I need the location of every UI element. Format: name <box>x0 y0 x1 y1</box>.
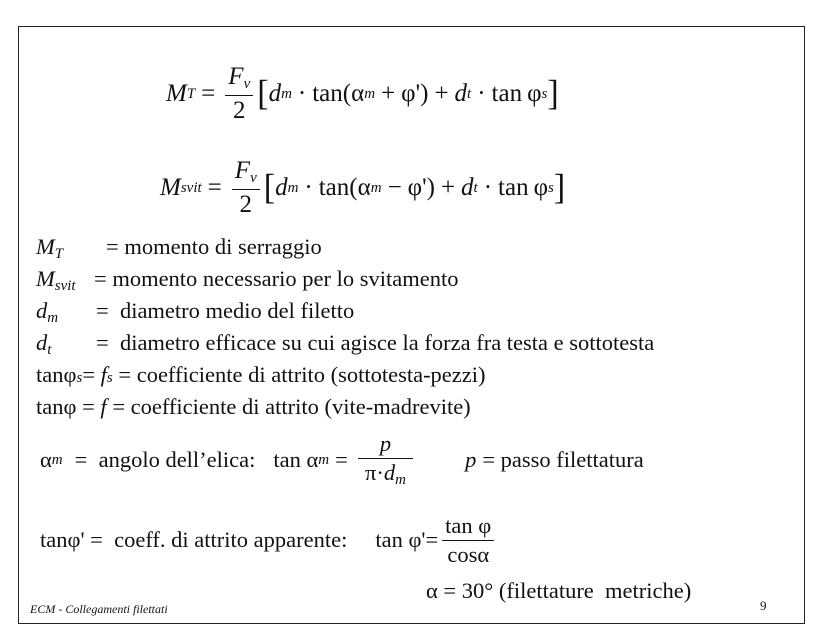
frac-denominator-sub: m <box>395 471 406 488</box>
frac-numerator: p <box>358 432 413 459</box>
equation-unscrewing-torque <box>160 158 565 218</box>
alpha-symbol: α <box>351 80 365 107</box>
dot: · <box>477 80 486 107</box>
alpha-symbol: α <box>357 174 371 201</box>
tan-open: tan( <box>312 80 352 107</box>
frac-numerator: F <box>228 63 244 90</box>
eq-symbol: M <box>166 80 187 107</box>
term-dm: d <box>275 174 288 201</box>
def-symbol: $M_T$ <box>36 234 64 262</box>
eq-sign: = <box>335 447 348 473</box>
alpha-sub: m <box>370 179 382 196</box>
frac-numerator: tan φ <box>442 514 494 541</box>
apparent-friction-row <box>40 514 498 566</box>
fraction <box>358 432 413 488</box>
def-f: f <box>100 394 107 419</box>
frac-numerator: F <box>234 157 251 184</box>
def-symbol: $d_m$ <box>36 298 59 326</box>
tan-open: tan( <box>318 174 358 201</box>
term-dt: d <box>454 80 468 107</box>
equation-tightening-torque <box>166 64 559 124</box>
plus-sign: + <box>434 80 449 107</box>
term-dm-sub: m <box>281 85 292 102</box>
def-prefix-sub: s <box>76 370 83 386</box>
alpha-m-sub: m <box>51 451 63 468</box>
tan-phi-prime: tan φ'= <box>375 527 439 553</box>
def-prefix: tanφ <box>36 362 77 387</box>
plus-sign: + <box>440 174 456 201</box>
definition-row <box>36 298 354 327</box>
frac-numerator-sub: v <box>243 76 251 92</box>
def-mid: = <box>82 362 101 387</box>
def-text: = coefficiente di attrito (vite-madrevite) <box>106 394 471 419</box>
definition-row <box>36 394 471 420</box>
def-f-sub: s <box>106 370 113 386</box>
phi-s: φ <box>533 174 549 201</box>
pitch-symbol: p <box>465 447 477 473</box>
dot: · <box>483 174 493 201</box>
fraction <box>232 158 260 218</box>
eq-sign: = <box>207 174 222 201</box>
def-symbol: $M_{svit}$ <box>36 266 76 294</box>
pitch-label: = passo filettatura <box>482 447 644 473</box>
close-bracket: ] <box>553 168 566 207</box>
frac-denominator-pi: π· <box>364 459 384 485</box>
helix-angle-row <box>40 432 644 488</box>
phi-s-sub: s <box>548 179 554 196</box>
thread-angle-row <box>426 578 691 604</box>
apparent-friction-label: tanφ' = coeff. di attrito apparente: <box>40 527 348 553</box>
term-dt-sub: t <box>473 179 478 196</box>
alpha-m-symbol: α <box>40 447 52 473</box>
frac-denominator: 2 <box>239 190 252 218</box>
frac-numerator-sub: v <box>250 170 257 186</box>
open-bracket: [ <box>263 168 276 207</box>
tan-alpha-sub: m <box>318 451 330 468</box>
tan: tan <box>491 80 523 107</box>
alpha-sub: m <box>364 85 376 102</box>
term-dt: d <box>461 174 474 201</box>
def-text: = momento necessario per lo svitamento <box>94 266 459 291</box>
phi-s: φ <box>527 80 542 107</box>
phi-prime: φ') <box>401 80 429 107</box>
definition-row <box>36 266 458 295</box>
def-text: = diametro efficace su cui agisce la forza fra testa e sottotesta <box>96 330 655 355</box>
frac-denominator: 2 <box>233 96 246 124</box>
def-text: = coefficiente di attrito (sottotesta-pezzi) <box>112 362 486 387</box>
eq-subscript: svit <box>180 179 202 196</box>
def-f: f <box>100 362 107 387</box>
def-text: = momento di serraggio <box>106 234 322 259</box>
def-symbol: $d_t$ <box>36 330 52 358</box>
frac-denominator: cosα <box>447 541 490 567</box>
definition-row <box>36 362 486 388</box>
term-dt-sub: t <box>467 85 472 102</box>
close-bracket: ] <box>547 74 559 113</box>
thread-angle-text: α = 30° (filettature metriche) <box>426 578 692 603</box>
eq-symbol: M <box>160 174 181 201</box>
eq-subscript: T <box>186 85 196 102</box>
phi-s-sub: s <box>541 85 548 102</box>
eq-sign: = <box>201 80 216 107</box>
fraction <box>225 64 253 124</box>
frac-denominator: d <box>383 459 396 485</box>
slide-footer: ECM - Collegamenti filettati <box>30 602 168 616</box>
term-dm: d <box>268 80 282 107</box>
tan-alpha: tan α <box>273 447 319 473</box>
def-prefix: tanφ = <box>36 394 101 419</box>
definition-row <box>36 234 322 263</box>
operator: + <box>381 80 396 107</box>
dot: · <box>304 174 313 201</box>
operator: − <box>387 174 402 201</box>
def-text: = diametro medio del filetto <box>96 298 355 323</box>
phi-prime: φ') <box>407 174 435 201</box>
page-number: 9 <box>760 598 767 613</box>
tan: tan <box>498 174 529 201</box>
definition-row <box>36 330 654 359</box>
open-bracket: [ <box>257 74 269 113</box>
helix-angle-label: = angolo dell’elica: <box>74 447 256 473</box>
dot: · <box>297 80 307 107</box>
term-dm-sub: m <box>287 179 299 196</box>
fraction <box>442 514 494 566</box>
